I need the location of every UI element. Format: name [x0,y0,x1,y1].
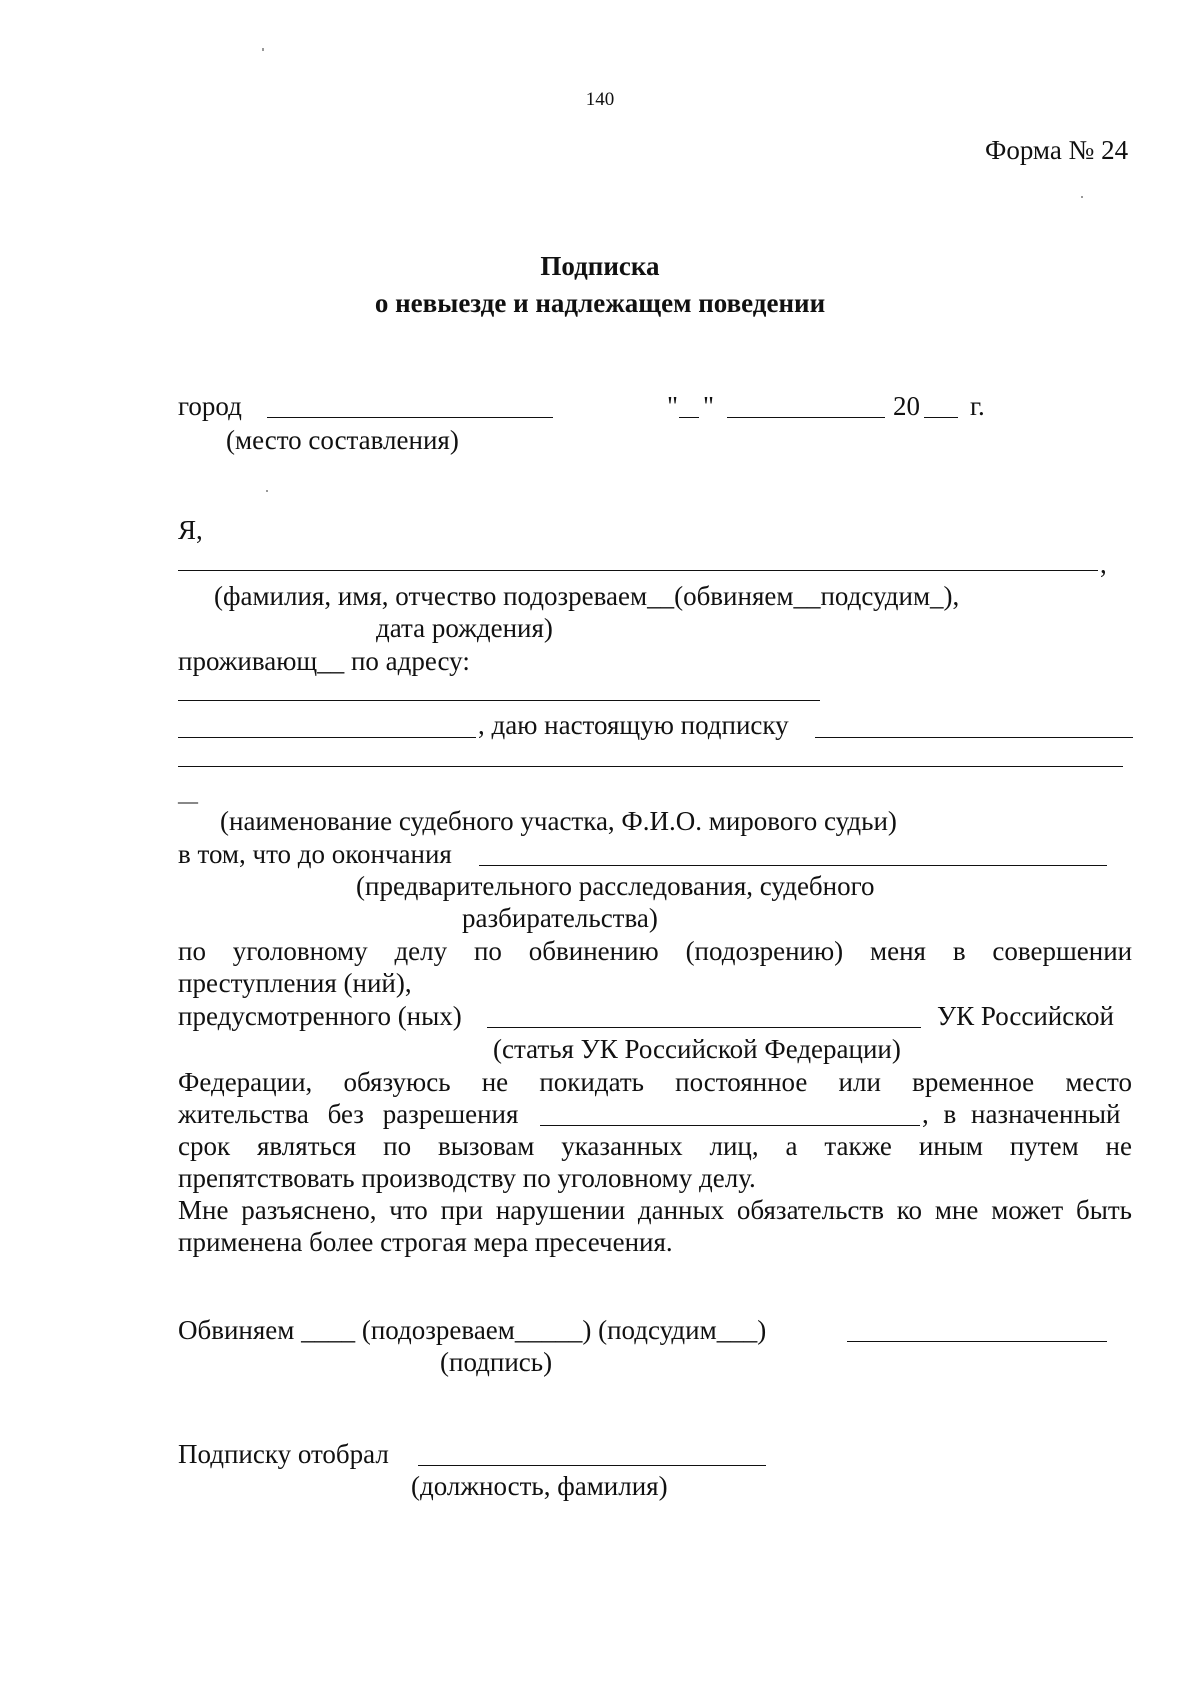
name-trailing-comma: , [1100,549,1107,579]
page-number: 140 [585,89,615,110]
case-word: в [952,936,966,966]
accused-text: Обвиняем ____ (подозреваем_____) (подсудим___) [178,1315,767,1345]
case-word: по [473,936,502,966]
case-line2: преступления (ний), [178,968,412,998]
court-field-line2[interactable] [178,766,1123,767]
obligation-line3: срок являться по вызовам указанных лиц, а также иным путем не [178,1131,1132,1161]
warning-line1: Мне разъяснено, что при нарушении данных обязательств ко мне может быть [178,1195,1132,1225]
scan-speck [1081,196,1083,198]
obligation-line2-start: жительства без разрешения [178,1099,519,1129]
year-prefix: 20 [893,391,920,421]
uk-label: УК Российской [937,1001,1114,1031]
article-field[interactable] [487,1027,921,1028]
place-caption: (место составления) [226,425,459,455]
case-word: обвинению [528,936,659,966]
document-title: Подписка [540,251,660,281]
form-label: Форма № 24 [985,135,1129,165]
until-caption-line2: разбирательства) [462,903,658,933]
document-subtitle: о невыезде и надлежащем поведении [374,288,826,318]
obligation-line2-end: , в назначенный [922,1099,1121,1129]
until-field[interactable] [479,865,1107,866]
city-label: город [178,391,242,421]
warning-line2: применена более строгая мера пресечения. [178,1227,673,1257]
article-caption: (статья УК Российской Федерации) [493,1034,901,1064]
signature-field[interactable] [847,1341,1107,1342]
year-field[interactable] [924,417,958,418]
scan-speck [266,490,268,492]
date-close-quote: " [703,391,715,421]
taken-by-caption: (должность, фамилия) [411,1471,668,1501]
case-word: совершении [992,936,1133,966]
case-word: делу [394,936,448,966]
residing-label: проживающ__ по адресу: [178,646,470,676]
scan-speck [262,48,264,51]
taken-by-label: Подписку отобрал [178,1439,389,1469]
court-caption: (наименование судебного участка, Ф.И.О. мирового судьи) [220,806,897,836]
city-field[interactable] [267,417,553,418]
name-caption-line1: (фамилия, имя, отчество подозреваем__(обвиняем__подсудим_), [214,581,960,611]
until-label: в том, что до окончания [178,839,452,869]
until-caption-line1: (предварительного расследования, судебного [356,871,875,901]
address-line2[interactable] [178,737,476,738]
permission-field[interactable] [540,1125,920,1126]
case-word: (подозрению) [685,936,844,966]
obligation-line4: препятствовать производству по уголовному делу. [178,1163,756,1193]
month-field[interactable] [727,417,885,418]
name-caption-line2: дата рождения) [376,613,553,643]
signature-caption: (подпись) [440,1347,553,1377]
case-word: уголовному [232,936,368,966]
intro-ya: Я, [178,515,203,545]
case-word: меня [870,936,926,966]
day-field[interactable] [679,417,699,418]
full-name-field[interactable] [178,570,1098,571]
provided-label: предусмотренного (ных) [178,1001,462,1031]
court-field-dash: __ [178,784,198,806]
taken-by-field[interactable] [418,1465,766,1466]
year-suffix: г. [970,391,985,421]
case-line1 [178,935,1132,967]
obligation-line1: Федерации, обязуюсь не покидать постоянное или временное место [178,1067,1132,1097]
case-word: по [178,936,206,966]
date-open-quote: " [667,391,679,421]
address-line1[interactable] [178,700,820,701]
court-field-line1[interactable] [815,737,1133,738]
give-subscription-text: , даю настоящую подписку [478,710,789,740]
